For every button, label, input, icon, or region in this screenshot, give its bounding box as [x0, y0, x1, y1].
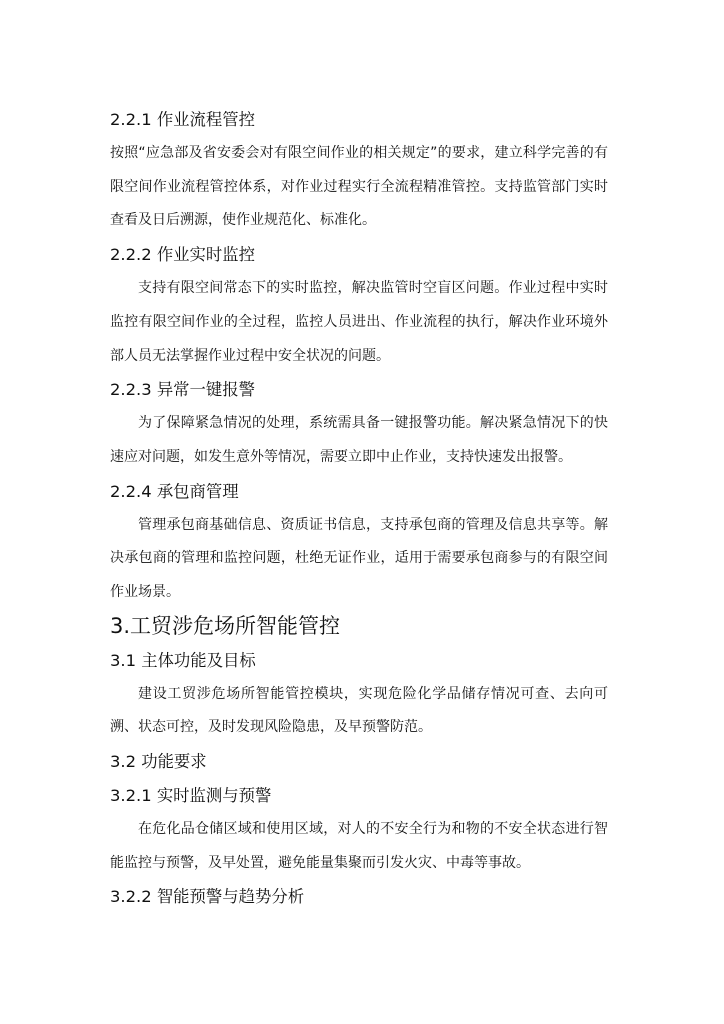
heading-3: 3.工贸涉危场所智能管控 — [110, 613, 341, 638]
heading-3-2-2: 3.2.2 智能预警与趋势分析 — [110, 887, 305, 907]
heading-3-1: 3.1 主体功能及目标 — [110, 650, 256, 670]
document-body — [110, 103, 608, 914]
paragraph-2-2-4: 管理承包商基础信息、资质证书信息，支持承包商的管理及信息共享等。解决承包商的管理和监控问题，杜绝无证作业，适用于需要承包商参与的有限空间作业场景。 — [110, 516, 608, 601]
paragraph-3-1: 建设工贸涉危场所智能管控模块，实现危险化学品储存情况可查、去向可溯、状态可控，及时发现风险隐患，及早预警防范。 — [110, 685, 608, 736]
paragraph-2-2-2: 支持有限空间常态下的实时监控，解决监管时空盲区问题。作业过程中实时监控有限空间作业的全过程，监控人员进出、作业流程的执行，解决作业环境外部人员无法掌握作业过程中安全状况的问题。 — [110, 279, 608, 364]
paragraph-3-2-1: 在危化品仓储区域和使用区域，对人的不安全行为和物的不安全状态进行智能监控与预警，及早处置，避免能量集聚而引发火灾、中毒等事故。 — [110, 820, 608, 871]
heading-3-2: 3.2 功能要求 — [110, 752, 207, 772]
heading-2-2-1: 2.2.1 作业流程管控 — [110, 110, 255, 129]
heading-3-2-1: 3.2.1 实时监测与预警 — [110, 785, 272, 805]
paragraph-2-2-1: 按照“应急部及省安委会对有限空间作业的相关规定”的要求，建立科学完善的有限空间作业流程管控体系，对作业过程实行全流程精准管控。支持监管部门实时查看及日后溯源，使作业规范化、标准化。 — [110, 144, 608, 229]
heading-2-2-2: 2.2.2 作业实时监控 — [110, 245, 255, 265]
paragraph-2-2-3: 为了保障紧急情况的处理，系统需具备一键报警功能。解决紧急情况下的快速应对问题，如发生意外等情况，需要立即中止作业，支持快速发出报警。 — [110, 415, 608, 465]
heading-2-2-4: 2.2.4 承包商管理 — [110, 481, 239, 501]
heading-2-2-3: 2.2.3 异常一键报警 — [110, 380, 255, 400]
